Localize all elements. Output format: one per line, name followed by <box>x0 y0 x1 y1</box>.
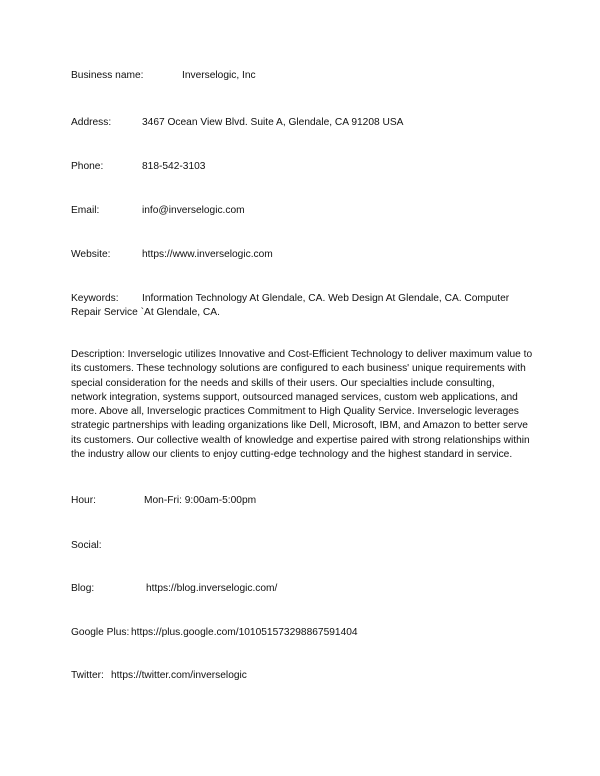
phone-row <box>71 160 206 174</box>
email-row <box>71 204 245 218</box>
twitter-value: https://twitter.com/inverselogic <box>111 670 247 681</box>
google-plus-row <box>71 626 358 640</box>
website-row <box>71 248 273 262</box>
google-plus-label: Google Plus: <box>71 627 130 638</box>
blog-label: Blog: <box>71 583 95 594</box>
keywords-value: Information Technology At Glendale, CA. Web Design At Glendale, CA. Computer Repair Service `At Glendale, CA. <box>71 293 510 319</box>
social-label: Social: <box>71 540 102 551</box>
hours-label: Hour: <box>71 495 96 506</box>
social-row <box>71 539 102 553</box>
website-label: Website: <box>71 249 111 260</box>
twitter-row <box>71 669 247 683</box>
description-paragraph: Description: Inverselogic utilizes Innovative and Cost-Efficient Technology to deliver maximum value to its customers. These technology solutions are configured to each business' unique requirements with special consideration for the needs and skills of their users. Our specialties include consulting, network integration, systems support, outsourced managed services, custom web applications, and more. Above all, Inverselogic practices Commitment to High Quality Service. Inverselogic leverages strategic partnerships with leading organizations like Dell, Microsoft, IBM, and Amazon to better serve its customers. Our collective wealth of knowledge and expertise paired with strong relationships within the industry allow our clients to enjoy cutting-edge technology and the highest standard in service. <box>71 349 533 461</box>
phone-value: 818-542-3103 <box>142 161 206 172</box>
keywords-label: Keywords: <box>71 293 119 304</box>
website-value: https://www.inverselogic.com <box>142 249 273 260</box>
google-plus-value: https://plus.google.com/101051573298867591404 <box>131 627 358 638</box>
hours-row <box>71 494 257 508</box>
blog-value: https://blog.inverselogic.com/ <box>146 583 278 594</box>
business-name-label: Business name: <box>71 70 144 81</box>
business-name-row <box>71 69 256 83</box>
business-name-value: Inverselogic, Inc <box>182 70 256 81</box>
keywords-row <box>71 292 533 321</box>
address-row <box>71 116 404 130</box>
address-value: 3467 Ocean View Blvd. Suite A, Glendale, CA 91208 USA <box>142 117 404 128</box>
blog-row <box>71 582 278 596</box>
email-label: Email: <box>71 205 100 216</box>
twitter-label: Twitter: <box>71 670 104 681</box>
hours-value: Mon-Fri: 9:00am-5:00pm <box>144 495 257 506</box>
address-label: Address: <box>71 117 112 128</box>
phone-label: Phone: <box>71 161 104 172</box>
email-value: info@inverselogic.com <box>142 205 245 216</box>
